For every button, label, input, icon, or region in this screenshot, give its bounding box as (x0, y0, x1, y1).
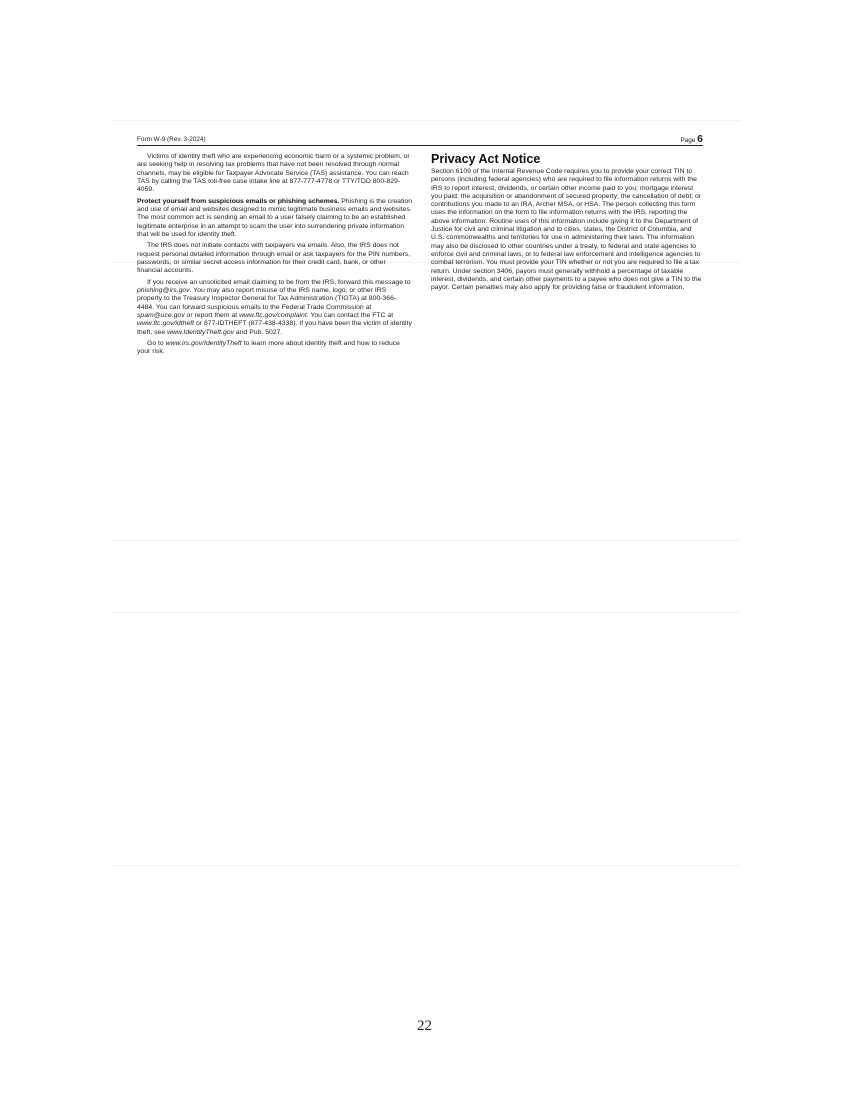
report-paragraph (137, 279, 412, 337)
tas-paragraph: Victims of identity theft who are experiencing economic harm or a systemic problem, or are seeking help in resolving tax problems that have not been resolved through normal channels, may be eligible for Taxpayer Advocate Service (TAS) assistance. You can reach TAS by calling the TAS toll-free case intake line at 877-777-4778 or TTY/TDD 800-829-4059. (137, 153, 410, 194)
page-number: 22 (417, 1018, 432, 1034)
identitytheft-gov-link[interactable]: www.IdentityTheft.gov (167, 328, 235, 336)
privacy-act-title: Privacy Act Notice (431, 152, 541, 166)
report-text: or report them at (184, 311, 240, 319)
report-text: . You can contact the FTC at (306, 311, 394, 319)
report-text: If you receive an unsolicited email claiming to be from the IRS, forward this message to (147, 278, 411, 286)
scan-artifact-line (110, 865, 740, 866)
page-num: 6 (697, 133, 703, 145)
report-text: and Pub. 5027. (234, 328, 283, 336)
right-column (431, 153, 703, 296)
learn-more-text: Go to (147, 339, 166, 347)
learn-more-paragraph (137, 340, 412, 357)
phishing-email-link[interactable]: phishing@irs.gov (137, 287, 190, 295)
report-text: or 877-IDTHEFT (877-438-4338). If you have been the victim of identity theft, see (137, 320, 412, 336)
learn-more-text: to learn more about identity theft and how to reduce your risk. (137, 339, 400, 356)
ftc-idtheft-link[interactable]: www.ftc.gov/idtheft (137, 320, 195, 328)
scan-artifact-line (110, 540, 740, 541)
irs-identitytheft-link[interactable]: www.irs.gov/IdentityTheft (165, 339, 242, 347)
ftc-complaint-link[interactable]: www.ftc.gov/complaint (239, 311, 307, 319)
left-column (137, 153, 412, 360)
spam-email-link[interactable]: spam@uce.gov (137, 311, 185, 319)
phishing-body: Phishing is the creation and use of email and websites designed to mimic legitimate business emails and websites. The most common act is sending an email to a user falsely claiming to be an established legitimate enterprise in an attempt to scam the user into surrendering private information that will be used for identity theft. (137, 197, 413, 238)
phishing-heading: Protect yourself from suspicious emails or phishing schemes. (137, 197, 340, 205)
privacy-act-body: Section 6109 of the Internal Revenue Code requires you to provide your correct TIN to persons (including federal agencies) who are required to file information returns with the IRS to report interest, dividends, or certain other income paid to you; mortgage interest you paid; the acquisition or abandonment of secured property; the cancellation of debt; or contributions you made to an IRA, Archer MSA, or HSA. The person collecting this form uses the information on the form to file information returns with the IRS, reporting the above information. Routine uses of this information include giving it to the Department of Justice for civil and criminal litigation and to cities, states, the District of Columbia, and U.S. commonwealths and territories for use in administering their laws. The information may also be disclosed to other countries under a treaty, to federal and state agencies to enforce civil and criminal laws, or to federal law enforcement and intelligence agencies to combat terrorism. You must provide your TIN whether or not you are required to file a tax return. Under section 3406, payors must generally withhold a percentage of taxable interest, dividends, and certain other payments to a payee who does not give a TIN to the payor. Certain penalties may also apply for providing false or fraudulent information. (431, 168, 702, 292)
report-text: . You may also report misuse of the IRS name, logo, or other IRS property to the Treasury Inspector General for Tax Administration (TIGTA) at 800-366-4484. You can forward suspicious emails to the Federal Trade Commission at (137, 287, 397, 311)
form-header (137, 132, 703, 146)
irs-contact-paragraph: The IRS does not initiate contacts with taxpayers via emails. Also, the IRS does not request personal detailed information through email or ask taxpayers for the PIN numbers, passwords, or similar secret access information for their credit card, bank, or other financial accounts. (137, 242, 411, 275)
phishing-paragraph (137, 198, 412, 239)
page-prefix: Page (680, 137, 696, 144)
scan-artifact-line (110, 612, 740, 613)
page-label (680, 133, 703, 145)
scan-artifact-line (110, 120, 740, 121)
form-id: Form W-9 (Rev. 3-2024) (137, 136, 206, 143)
